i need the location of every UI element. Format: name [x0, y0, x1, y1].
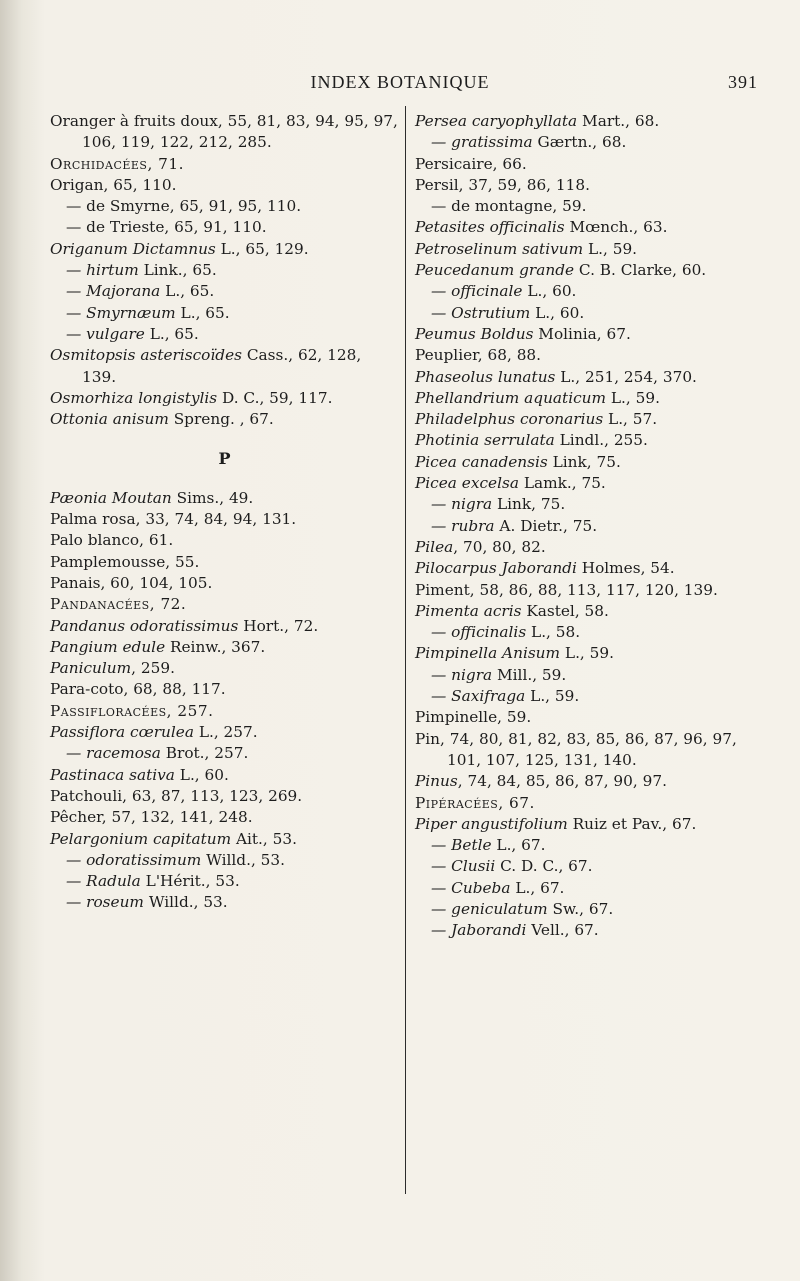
index-entry: Piment, 58, 86, 88, 113, 117, 120, 139. [415, 580, 718, 599]
index-entry: — nigra Mill., 59. [431, 665, 567, 684]
right-column [415, 111, 771, 942]
index-entry: Pêcher, 57, 132, 141, 248. [50, 808, 253, 827]
index-entry: Pandanus odoratissimus Hort., 72. [50, 616, 319, 635]
index-entry: Palma rosa, 33, 74, 84, 94, 131. [50, 510, 297, 529]
index-entry: Passifloracées, 257. [50, 701, 214, 720]
index-entry: Picea excelsa Lamk., 75. [415, 474, 606, 493]
index-entry: — nigra Link, 75. [431, 495, 566, 514]
index-entry: Oranger à fruits doux, 55, 81, 83, 94, 95, 97, 106, 119, 122, 212, 285. [50, 112, 398, 152]
index-entry: Pin, 74, 80, 81, 82, 83, 85, 86, 87, 96, 97, 101, 107, 125, 131, 140. [415, 729, 737, 769]
index-entry: Palo blanco, 61. [50, 531, 174, 550]
page-header [0, 72, 800, 96]
index-entry: Pilocarpus Jaborandi Holmes, 54. [415, 559, 675, 578]
index-entry: Pipéracées, 67. [415, 793, 535, 812]
index-entry: Origan, 65, 110. [50, 175, 177, 194]
index-entry: Pelargonium capitatum Ait., 53. [50, 829, 297, 848]
index-entry: Pimenta acris Kastel, 58. [415, 601, 609, 620]
left-column [50, 111, 400, 914]
index-entry: — Majorana L., 65. [66, 282, 215, 301]
index-entry: Phaseolus lunatus L., 251, 254, 370. [415, 367, 697, 386]
column-divider [405, 106, 406, 1194]
index-entry: — hirtum Link., 65. [66, 261, 217, 280]
index-entry: — Ostrutium L., 60. [431, 303, 585, 322]
page-number: 391 [728, 72, 758, 92]
index-entry: Pimpinelle, 59. [415, 708, 532, 727]
index-entry: Persea caryophyllata Mart., 68. [415, 112, 660, 130]
index-entry: Persicaire, 66. [415, 154, 527, 173]
index-entry: Patchouli, 63, 87, 113, 123, 269. [50, 786, 303, 805]
index-entry: Phellandrium aquaticum L., 59. [415, 388, 660, 407]
section-letter: P [218, 449, 232, 469]
index-entry: — Clusii C. D. C., 67. [431, 857, 593, 876]
index-entry: Peumus Boldus Molinia, 67. [415, 324, 631, 343]
index-entry: Petasites officinalis Mœnch., 63. [415, 218, 668, 237]
index-entry: — geniculatum Sw., 67. [431, 899, 614, 918]
index-entry: Pamplemousse, 55. [50, 552, 200, 571]
index-entry: Photinia serrulata Lindl., 255. [415, 431, 648, 450]
index-entry: — racemosa Brot., 257. [66, 744, 249, 763]
index-entry: Passiflora cœrulea L., 257. [50, 723, 258, 742]
running-head: INDEX BOTANIQUE [310, 72, 490, 92]
index-entry: Persil, 37, 59, 86, 118. [415, 175, 590, 194]
index-entry: — de Trieste, 65, 91, 110. [66, 218, 267, 237]
index-entry: — de montagne, 59. [431, 197, 587, 216]
index-entry: — Betle L., 67. [431, 836, 546, 855]
index-entry: Orchidacées, 71. [50, 154, 185, 173]
index-entry: Origanum Dictamnus L., 65, 129. [50, 239, 309, 258]
index-entry: Pangium edule Reinw., 367. [50, 637, 266, 656]
index-entry: Pinus, 74, 84, 85, 86, 87, 90, 97. [415, 772, 667, 791]
index-entry: Osmorhiza longistylis D. C., 59, 117. [50, 388, 333, 407]
index-entry: — Cubeba L., 67. [431, 878, 565, 897]
index-entry: — gratissima Gærtn., 68. [431, 133, 627, 152]
index-entry: Pæonia Moutan Sims., 49. [50, 488, 254, 507]
index-entry: Philadelphus coronarius L., 57. [415, 410, 658, 429]
index-entry: — officinalis L., 58. [431, 623, 581, 642]
index-entry: Pastinaca sativa L., 60. [50, 765, 229, 784]
index-entry: Peucedanum grande C. B. Clarke, 60. [415, 261, 707, 280]
index-entry: Pandanacées, 72. [50, 595, 187, 614]
index-entry: — officinale L., 60. [431, 282, 577, 301]
index-entry: Picea canadensis Link, 75. [415, 452, 621, 471]
index-entry: Petroselinum sativum L., 59. [415, 239, 638, 258]
index-entry: Piper angustifolium Ruiz et Pav., 67. [415, 814, 697, 833]
index-entry: — Radula L'Hérit., 53. [66, 872, 240, 891]
index-entry: Osmitopsis asteriscoïdes Cass., 62, 128, 139. [50, 346, 362, 386]
index-entry: — Jaborandi Vell., 67. [431, 921, 599, 940]
index-entry: Ottonia anisum Spreng. , 67. [50, 410, 274, 429]
index-entry: — de Smyrne, 65, 91, 95, 110. [66, 197, 302, 216]
index-entry: — vulgare L., 65. [66, 324, 199, 343]
index-entry: — Smyrnæum L., 65. [66, 303, 230, 322]
index-entry: Panais, 60, 104, 105. [50, 573, 213, 592]
index-entry: Pilea, 70, 80, 82. [415, 537, 546, 556]
index-entry: — roseum Willd., 53. [66, 893, 228, 912]
index-entry: Pimpinella Anisum L., 59. [415, 644, 614, 663]
index-entry: — odoratissimum Willd., 53. [66, 850, 285, 869]
index-entry: Peuplier, 68, 88. [415, 346, 542, 365]
index-entry: Paniculum, 259. [50, 659, 175, 678]
index-entry: Para-coto, 68, 88, 117. [50, 680, 226, 699]
index-entry: — rubra A. Dietr., 75. [431, 516, 598, 535]
index-entry: — Saxifraga L., 59. [431, 687, 580, 706]
